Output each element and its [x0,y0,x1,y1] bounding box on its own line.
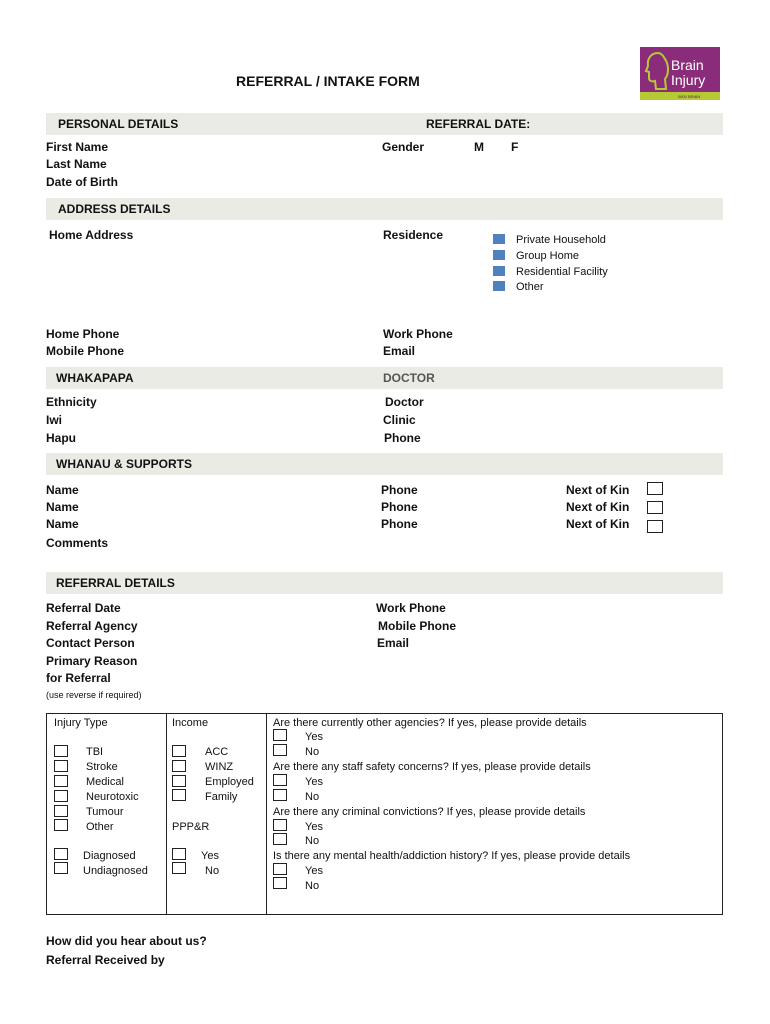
pppr-yes-label: Yes [201,850,219,862]
referral-date-label: Referral Date [46,601,121,615]
checkbox-group-home[interactable] [493,250,505,260]
gender-f[interactable]: F [511,140,519,154]
whanau-name-label: Name [46,500,79,514]
injury-checkbox-medical[interactable] [54,775,68,787]
next-of-kin-checkbox[interactable] [647,520,663,533]
page-title: REFERRAL / INTAKE FORM [236,73,420,89]
q3-no-checkbox[interactable] [273,833,287,845]
personal-details-header: PERSONAL DETAILS [58,117,179,131]
for-referral-label: for Referral [46,671,111,685]
q2-yes-checkbox[interactable] [273,774,287,786]
primary-reason-label: Primary Reason [46,654,138,668]
injury-type: TBI [86,746,104,758]
checkbox-residential-facility[interactable] [493,266,505,276]
work-phone-label: Work Phone [383,327,453,341]
referral-email-label: Email [377,636,410,650]
next-of-kin-label: Next of Kin [566,500,630,514]
injury-type: Other [86,821,114,833]
q3-yes-checkbox[interactable] [273,819,287,831]
injury-checkbox-other[interactable] [54,819,68,831]
residence-option: Other [516,281,544,293]
logo-sub: 0800 BRAIN [678,94,701,99]
diagnosed-checkbox[interactable] [54,848,68,860]
doctor-phone-label: Phone [384,431,421,445]
whanau-name-label: Name [46,483,79,497]
injury-checkbox-stroke[interactable] [54,760,68,772]
mobile-phone-label: Mobile Phone [46,344,124,358]
pppr-yes-checkbox[interactable] [172,848,186,860]
hear-about-us-label: How did you hear about us? [46,934,207,948]
gender-label: Gender [382,140,425,154]
whakapapa-band [46,367,723,389]
checkbox-other[interactable] [493,281,505,291]
pppr-no-checkbox[interactable] [172,862,186,874]
doctor-header: DOCTOR [383,371,435,385]
injury-type: Tumour [86,806,124,818]
logo-line1: Brain [671,57,704,73]
contact-person-label: Contact Person [46,636,135,650]
clinic-label: Clinic [383,413,416,427]
question-mental-health: Is there any mental health/addiction history? If yes, please provide details [273,850,631,862]
next-of-kin-checkbox[interactable] [647,482,663,495]
referral-received-by-label: Referral Received by [46,953,165,967]
next-of-kin-checkbox[interactable] [647,501,663,514]
q3-yes-label: Yes [305,821,323,833]
whakapapa-header: WHAKAPAPA [56,371,134,385]
undiagnosed-label: Undiagnosed [83,865,148,877]
address-details-header: ADDRESS DETAILS [58,202,171,216]
pppr-no-label: No [205,865,220,877]
referral-date-header: REFERRAL DATE: [426,117,531,131]
whanau-band [46,453,723,475]
dob-label: Date of Birth [46,175,118,189]
whanau-phone-label: Phone [381,517,418,531]
residence-label: Residence [383,228,444,242]
q4-yes-checkbox[interactable] [273,863,287,875]
question-staff-safety: Are there any staff safety concerns? If yes, please provide details [273,761,591,773]
diagnosed-label: Diagnosed [83,850,136,862]
income-checkbox-family[interactable] [172,789,186,801]
whanau-header: WHANAU & SUPPORTS [56,457,193,471]
referral-agency-label: Referral Agency [46,619,138,633]
head-profile-icon [644,51,670,91]
iwi-label: Iwi [46,413,63,427]
question-other-agencies: Are there currently other agencies? If yes, please provide details [273,717,587,729]
injury-type: Medical [86,776,124,788]
residence-option: Residential Facility [516,266,608,278]
logo-line2: Injury [671,72,706,88]
q1-yes-checkbox[interactable] [273,729,287,741]
injury-type: Stroke [86,761,118,773]
hapu-label: Hapu [46,431,76,445]
q4-yes-label: Yes [305,865,323,877]
injury-type-header: Injury Type [54,717,108,729]
income-type: Family [205,791,238,803]
home-phone-label: Home Phone [46,327,120,341]
doctor-label: Doctor [385,395,424,409]
table-divider [166,713,167,915]
use-reverse-note: (use reverse if required) [46,690,142,700]
income-type: ACC [205,746,229,758]
home-address-label: Home Address [49,228,134,242]
email-label: Email [383,344,416,358]
income-type: WINZ [205,761,234,773]
injury-checkbox-tbi[interactable] [54,745,68,757]
table-divider [266,713,267,915]
q2-no-checkbox[interactable] [273,789,287,801]
residence-option: Private Household [516,234,606,246]
comments-label: Comments [46,536,109,550]
first-name-label: First Name [46,140,109,154]
q2-no-label: No [305,791,320,803]
injury-type: Neurotoxic [86,791,139,803]
whanau-name-label: Name [46,517,79,531]
brain-injury-logo [640,47,720,100]
personal-details-band [46,113,723,135]
residence-option: Group Home [516,250,579,262]
income-checkbox-acc[interactable] [172,745,186,757]
gender-m[interactable]: M [474,140,484,154]
q3-no-label: No [305,835,320,847]
q1-no-checkbox[interactable] [273,744,287,756]
question-criminal-convictions: Are there any criminal convictions? If yes, please provide details [273,806,586,818]
undiagnosed-checkbox[interactable] [54,862,68,874]
ethnicity-label: Ethnicity [46,395,97,409]
referral-work-phone-label: Work Phone [376,601,446,615]
income-checkbox-winz[interactable] [172,760,186,772]
income-type: Employed [205,776,254,788]
injury-checkbox-tumour[interactable] [54,805,68,817]
q4-no-checkbox[interactable] [273,877,287,889]
next-of-kin-label: Next of Kin [566,483,630,497]
referral-mobile-phone-label: Mobile Phone [378,619,456,633]
injury-checkbox-neurotoxic[interactable] [54,790,68,802]
q1-no-label: No [305,746,320,758]
q1-yes-label: Yes [305,731,323,743]
q2-yes-label: Yes [305,776,323,788]
whanau-phone-label: Phone [381,483,418,497]
q4-no-label: No [305,880,320,892]
income-checkbox-employed[interactable] [172,775,186,787]
address-details-band [46,198,723,220]
income-header: Income [172,717,209,729]
next-of-kin-label: Next of Kin [566,517,630,531]
last-name-label: Last Name [46,157,107,171]
whanau-phone-label: Phone [381,500,418,514]
checkbox-private-household[interactable] [493,234,505,244]
referral-details-band [46,572,723,594]
pppr-label: PPP&R [172,821,210,833]
referral-details-header: REFERRAL DETAILS [56,576,175,590]
